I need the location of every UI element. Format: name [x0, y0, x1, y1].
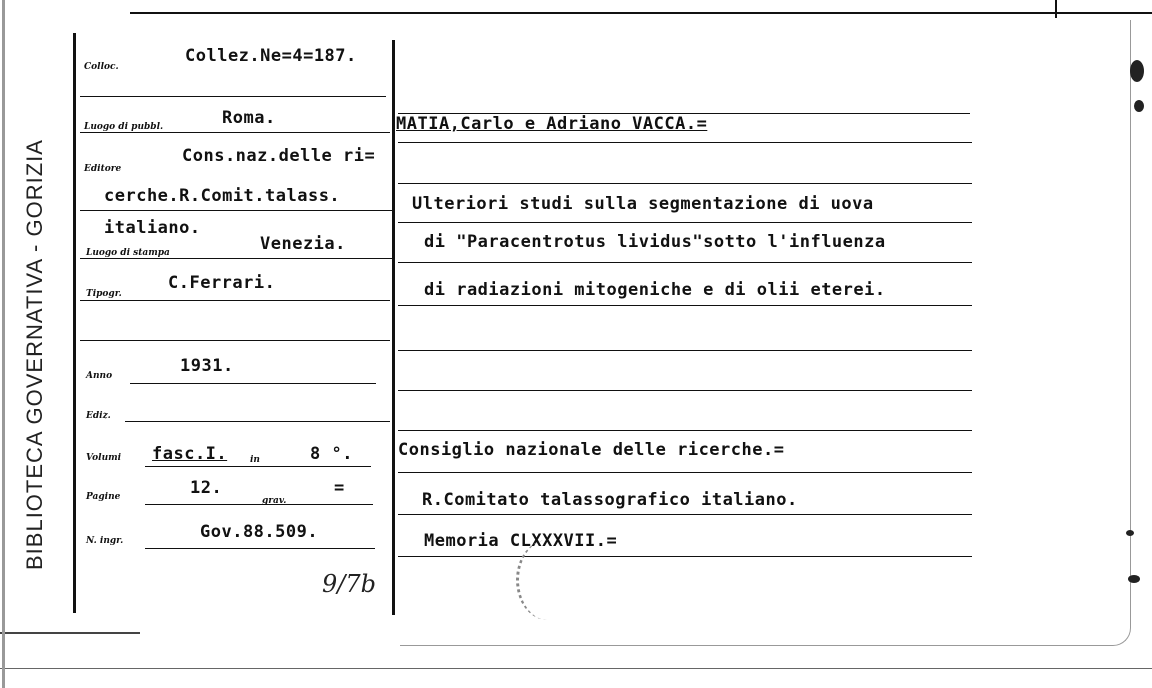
- entry-title-2: di "Paracentrotus lividus"sotto l'influenza: [424, 232, 886, 252]
- right-line-5: [398, 262, 972, 263]
- label-luogo-stampa: Luogo di stampa: [86, 248, 170, 258]
- left-line-10: [145, 504, 373, 505]
- left-line-8: [125, 421, 390, 422]
- library-stamp: BIBLIOTECA GOVERNATIVA - GORIZIA: [22, 139, 47, 570]
- label-grav: grav.: [262, 496, 287, 506]
- label-tipogr: Tipogr.: [86, 289, 122, 299]
- right-line-9: [398, 430, 972, 431]
- right-line-10: [398, 472, 972, 473]
- value-grav: =: [334, 478, 345, 498]
- value-editore-1: Cons.naz.delle ri=: [182, 146, 376, 166]
- right-line-2: [398, 142, 972, 143]
- entry-series-3: Memoria CLXXXVII.=: [424, 531, 618, 551]
- value-n-ingr: Gov.88.509.: [200, 522, 319, 542]
- value-anno: 1931.: [180, 356, 234, 376]
- middle-rule: [392, 40, 395, 615]
- label-colloc: Colloc.: [84, 62, 119, 72]
- right-line-7: [398, 350, 972, 351]
- value-volumi: fasc.I.: [152, 444, 228, 464]
- bottom-dash-line: [0, 632, 140, 634]
- bottom-edge-line: [0, 668, 1152, 669]
- value-colloc: Collez.Ne=4=187.: [185, 46, 357, 66]
- right-line-3: [398, 183, 972, 184]
- value-formato: 8 °.: [310, 444, 353, 464]
- scan-speck-2: [1134, 100, 1144, 112]
- left-line-9: [145, 466, 371, 467]
- left-line-6: [80, 340, 390, 341]
- value-luogo-stampa: Venezia.: [260, 234, 346, 254]
- label-pagine: Pagine: [86, 492, 121, 502]
- left-line-2: [80, 132, 390, 133]
- value-luogo-pubbl: Roma.: [222, 108, 276, 128]
- right-line-6: [398, 305, 972, 306]
- left-edge-noise: [2, 0, 5, 688]
- value-pagine: 12.: [190, 478, 223, 498]
- top-edge-line: [130, 12, 1152, 14]
- left-line-4: [80, 258, 392, 259]
- right-line-8: [398, 390, 972, 391]
- faint-stamp-mark: [516, 540, 579, 620]
- value-editore-3: italiano.: [104, 218, 201, 238]
- label-anno: Anno: [86, 371, 113, 381]
- entry-series-2: R.Comitato talassografico italiano.: [422, 490, 798, 510]
- left-line-11: [145, 548, 375, 549]
- label-luogo-pubbl: Luogo di pubbl.: [84, 122, 164, 132]
- label-n-ingr: N. ingr.: [86, 536, 124, 546]
- handwritten-number: 9/7b: [322, 570, 376, 598]
- scan-speck-3: [1128, 575, 1140, 583]
- left-line-3: [80, 210, 392, 211]
- left-rule: [73, 33, 76, 613]
- entry-series-1: Consiglio nazionale delle ricerche.=: [398, 440, 785, 460]
- entry-title-3: di radiazioni mitogeniche e di olii eterei.: [424, 280, 886, 300]
- value-tipogr: C.Ferrari.: [168, 273, 276, 293]
- label-ediz: Ediz.: [86, 411, 111, 421]
- top-right-tick: [1055, 0, 1057, 18]
- left-line-1: [80, 96, 386, 97]
- left-line-7: [130, 383, 376, 384]
- label-in: in: [250, 455, 260, 465]
- label-editore: Editore: [84, 164, 122, 174]
- left-line-5: [80, 300, 390, 301]
- entry-title-1: Ulteriori studi sulla segmentazione di uova: [412, 194, 874, 214]
- right-line-12: [398, 556, 972, 557]
- right-line-11: [398, 514, 972, 515]
- value-editore-2: cerche.R.Comit.talass.: [104, 186, 341, 206]
- label-volumi: Volumi: [86, 453, 122, 463]
- entry-author: MATIA,Carlo e Adriano VACCA.=: [396, 114, 708, 134]
- scan-speck-1: [1130, 60, 1144, 82]
- scan-speck-4: [1126, 530, 1134, 536]
- right-line-4: [398, 222, 972, 223]
